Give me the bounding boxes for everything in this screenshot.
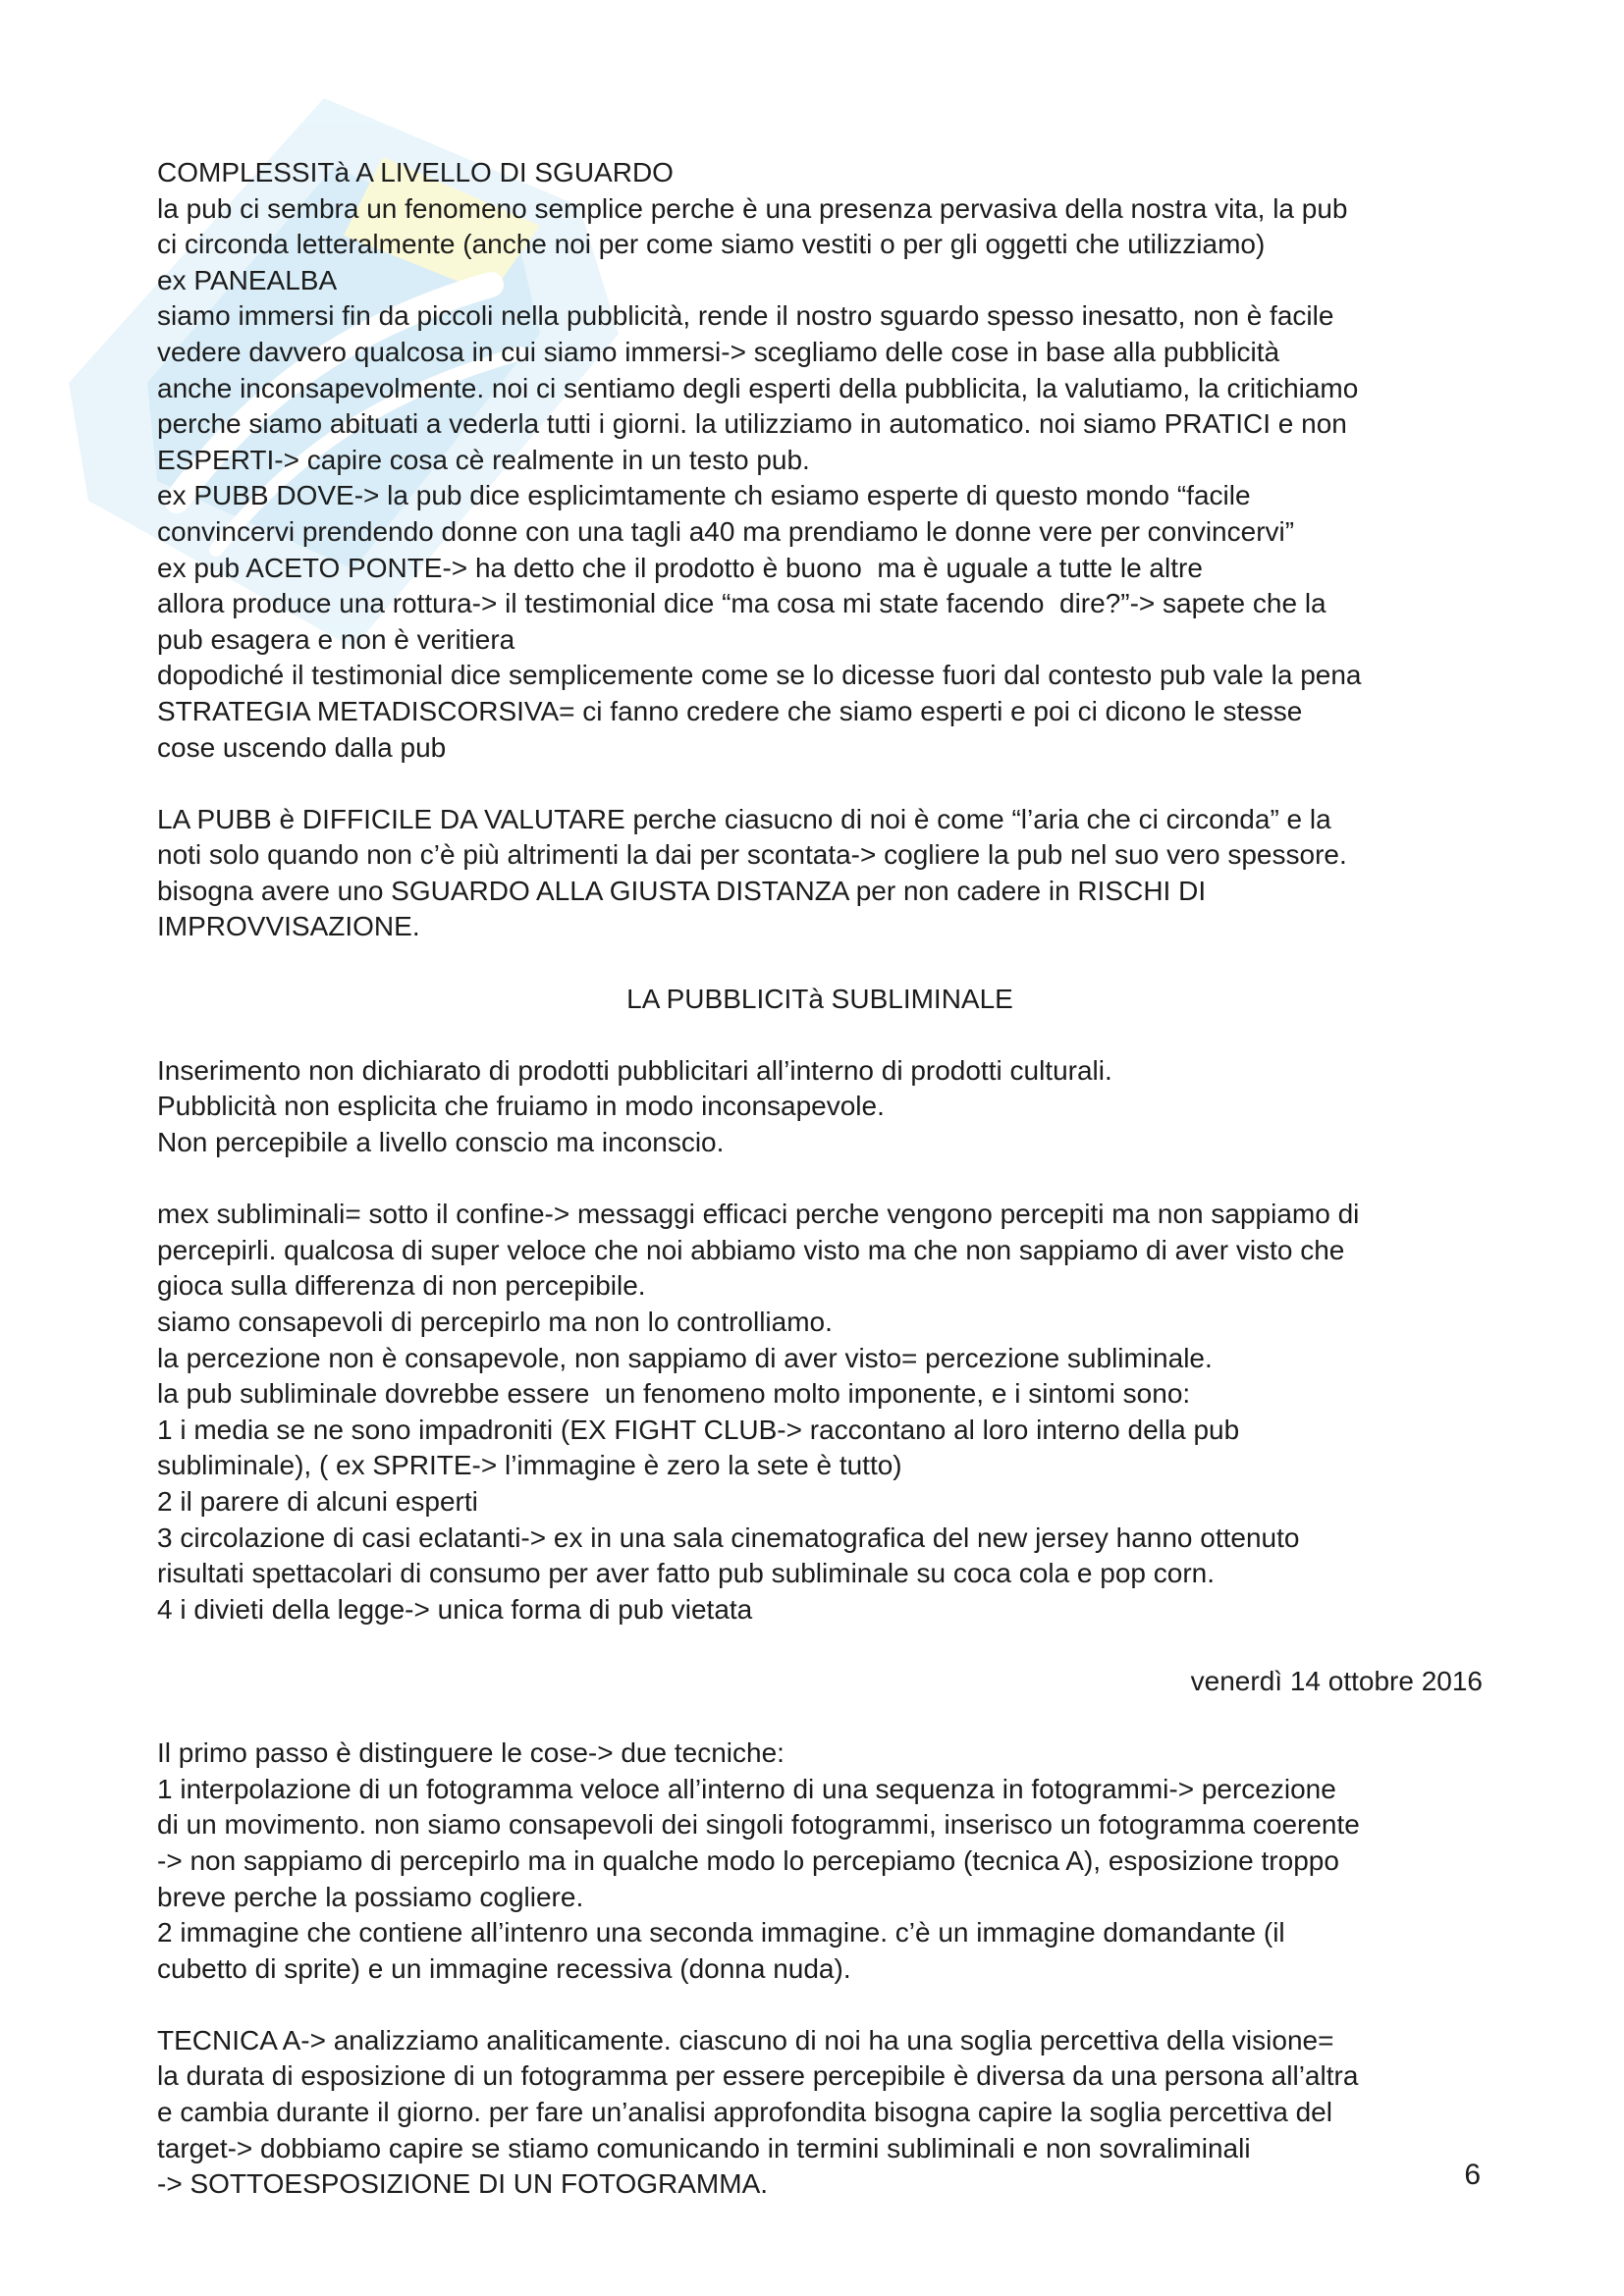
section-date: [157, 1664, 1483, 1700]
text-line: cubetto di sprite) e un immagine recessiva (donna nuda).: [157, 1952, 851, 1984]
text-line: la percezione non è consapevole, non sappiamo di aver visto= percezione subliminale.: [157, 1342, 1213, 1373]
text-line: pub esagera e non è veritiera: [157, 623, 515, 655]
section-mex: [157, 1197, 1483, 1628]
text-line: noti solo quando non c’è più altrimenti la dai per scontata-> cogliere la pub nel suo vero spessore.: [157, 839, 1347, 871]
text-line: ex PUBB DOVE-> la pub dice esplicimtamente ch esiamo esperte di questo mondo “facile: [157, 480, 1251, 511]
text-line: di un movimento. non siamo consapevoli dei singoli fotogrammi, inserisco un fotogramma coerente: [157, 1809, 1360, 1841]
paragraph-gap: [157, 1161, 1483, 1198]
text-line: -> non sappiamo di percepirlo ma in qualche modo lo percepiamo (tecnica A), esposizione troppo: [157, 1844, 1339, 1876]
paragraph-gap: [157, 1017, 1483, 1053]
text-line: siamo consapevoli di percepirlo ma non lo controlliamo.: [157, 1307, 833, 1337]
text-line: convincervi prendendo donne con una tagli a40 ma prendiamo le donne vere per convincervi”: [157, 515, 1295, 547]
date-line: venerdì 14 ottobre 2016: [1190, 1665, 1483, 1696]
section-heading: LA PUBBLICITà SUBLIMINALE: [626, 983, 1013, 1014]
text-line: TECNICA A-> analizziamo analiticamente. ciascuno di noi ha una soglia percettiva della visione=: [157, 2024, 1334, 2056]
text-line: cose uscendo dalla pub: [157, 731, 447, 763]
text-line: breve perche la possiamo cogliere.: [157, 1881, 584, 1912]
text-line: ex PANEALBA: [157, 264, 338, 295]
text-line: anche inconsapevolmente. noi ci sentiamo degli esperti della pubblicita, la valutiamo, la critichiamo: [157, 372, 1359, 403]
text-line: 1 interpolazione di un fotogramma veloce all’interno di una sequenza in fotogrammi-> percezione: [157, 1773, 1336, 1804]
text-line: la durata di esposizione di un fotogramma per essere percepibile è diversa da una persona all’altra: [157, 2060, 1359, 2092]
text-line: STRATEGIA METADISCORSIVA= ci fanno credere che siamo esperti e poi ci dicono le stesse: [157, 695, 1303, 726]
text-line: ci circonda letteralmente (anche noi per come siamo vestiti o per gli oggetti che utilizziamo): [157, 229, 1266, 260]
text-line: gioca sulla differenza di non percepibile.: [157, 1270, 646, 1302]
text-line: COMPLESSITà A LIVELLO DI SGUARDO: [157, 157, 674, 187]
text-line: Pubblicità non esplicita che fruiamo in modo inconsapevole.: [157, 1091, 885, 1122]
text-line: risultati spettacolari di consumo per aver fatto pub subliminale su coca cola e pop corn.: [157, 1558, 1216, 1589]
document-page: [157, 155, 1483, 2203]
text-line: perche siamo abituati a vederla tutti i giorni. la utilizziamo in automatico. noi siamo PRATICI e non: [157, 408, 1347, 440]
paragraph-gap: [157, 1628, 1483, 1664]
paragraph-gap: [157, 1987, 1483, 2023]
text-line: siamo immersi fin da piccoli nella pubblicità, rende il nostro sguardo spesso inesatto, non è facile: [157, 300, 1334, 332]
text-line: la pub subliminale dovrebbe essere un fenomeno molto imponente, e i sintomi sono:: [157, 1378, 1191, 1410]
text-line: 3 circolazione di casi eclatanti-> ex in una sala cinematografica del new jersey hanno ottenuto: [157, 1522, 1300, 1553]
text-line: 2 il parere di alcuni esperti: [157, 1485, 478, 1517]
text-line: bisogna avere uno SGUARDO ALLA GIUSTA DISTANZA per non cadere in RISCHI DI: [157, 875, 1207, 906]
section-subliminale-def: [157, 1053, 1483, 1161]
text-line: dopodiché il testimonial dice semplicemente come se lo dicesse fuori dal contesto pub vale la pena: [157, 660, 1362, 691]
text-line: la pub ci sembra un fenomeno semplice perche è una presenza pervasiva della nostra vita, la pub: [157, 192, 1348, 224]
paragraph-gap: [157, 766, 1483, 802]
text-line: target-> dobbiamo capire se stiamo comunicando in termini subliminali e non sovraliminali: [157, 2132, 1251, 2163]
text-line: vedere davvero qualcosa in cui siamo immersi-> scegliamo delle cose in base alla pubblicità: [157, 336, 1280, 367]
text-line: Il primo passo è distinguere le cose-> due tecniche:: [157, 1737, 785, 1769]
text-line: mex subliminali= sotto il confine-> messaggi efficaci perche vengono percepiti ma non sappiamo di: [157, 1199, 1360, 1230]
text-line: subliminale), ( ex SPRITE-> l’immagine è zero la sete è tutto): [157, 1450, 902, 1481]
text-line: -> SOTTOESPOSIZIONE DI UN FOTOGRAMMA.: [157, 2168, 769, 2200]
section-tecnica-a: [157, 2023, 1483, 2203]
text-line: ESPERTI-> capire cosa cè realmente in un testo pub.: [157, 444, 810, 475]
text-line: Inserimento non dichiarato di prodotti pubblicitari all’interno di prodotti culturali.: [157, 1054, 1112, 1086]
section-difficile: [157, 802, 1483, 945]
text-line: ex pub ACETO PONTE-> ha detto che il prodotto è buono ma è uguale a tutte le altre: [157, 552, 1203, 583]
paragraph-gap: [157, 945, 1483, 982]
text-line: IMPROVVISAZIONE.: [157, 911, 420, 942]
page-number: 6: [1464, 2159, 1481, 2191]
text-line: 1 i media se ne sono impadroniti (EX FIGHT CLUB-> raccontano al loro interno della pub: [157, 1414, 1240, 1445]
text-line: e cambia durante il giorno. per fare un’analisi approfondita bisogna capire la soglia percettiva del: [157, 2097, 1332, 2128]
section-complessita: [157, 155, 1483, 766]
text-line: 4 i divieti della legge-> unica forma di pub vietata: [157, 1593, 753, 1625]
text-line: 2 immagine che contiene all’intenro una seconda immagine. c’è un immagine domandante (il: [157, 1917, 1285, 1949]
text-line: Non percepibile a livello conscio ma inconscio.: [157, 1127, 725, 1158]
section-tecniche: [157, 1735, 1483, 1987]
text-line: allora produce una rottura-> il testimonial dice “ma cosa mi state facendo dire?”-> sapete che la: [157, 588, 1326, 619]
section-subliminale-title: [157, 982, 1483, 1018]
text-line: percepirli. qualcosa di super veloce che noi abbiamo visto ma che non sappiamo di aver visto che: [157, 1234, 1345, 1265]
text-line: LA PUBB è DIFFICILE DA VALUTARE perche ciasucno di noi è come “l’aria che ci circonda” e la: [157, 803, 1331, 834]
paragraph-gap: [157, 1700, 1483, 1736]
